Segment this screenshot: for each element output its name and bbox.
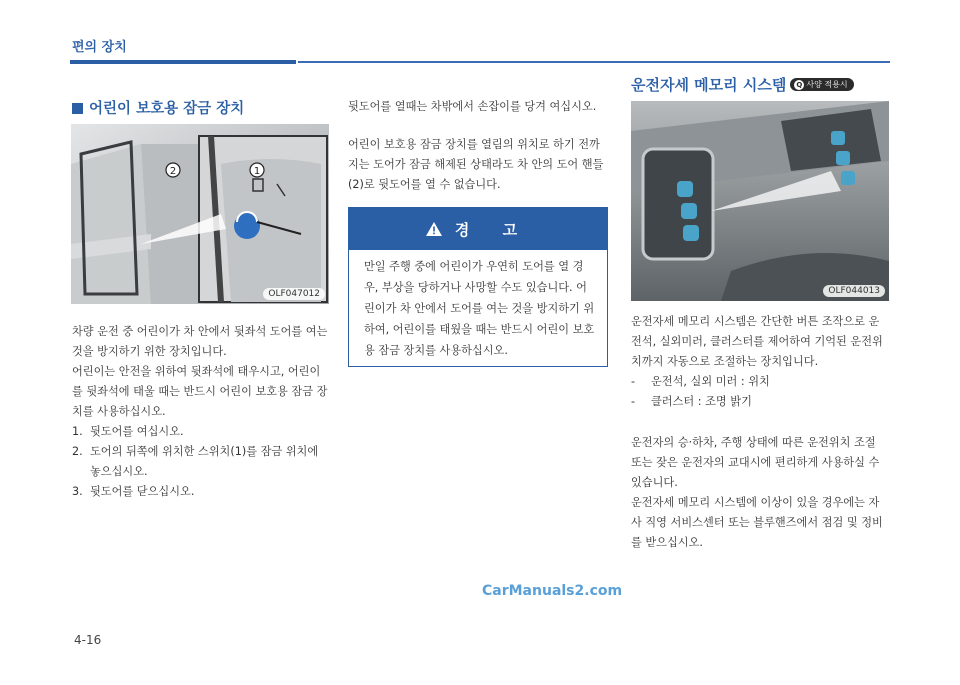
warning-triangle-icon — [425, 221, 443, 237]
warning-text: 만일 주행 중에 어린이가 우연히 도어를 열 경우, 부상을 당하거나 사망할 수도 있습니다. 어린이가 차 안에서 도어를 여는 것을 방지하기 위하여, 어린이를 태웠을 때는 반드시 어린이 보호용 잠금 장치를 사용하십시오. — [364, 260, 595, 357]
option-badge: Q 사양 적용시 — [790, 78, 853, 91]
list-item: - 클러스터 : 조명 밝기 — [631, 395, 752, 408]
paragraph: 어린이는 안전을 위하여 뒷좌석에 태우시고, 어린이를 뒷좌석에 태울 때는 반드시 어린이 보호용 잠금 장치를 사용하십시오. — [72, 365, 328, 418]
section-title: 편의 장치 — [72, 40, 127, 55]
child-lock-text — [72, 322, 330, 502]
header-rule-light — [298, 61, 890, 63]
memory-system-image — [631, 101, 889, 301]
middle-text — [348, 97, 610, 195]
heading-square-icon — [72, 103, 83, 114]
paragraph: 차량 운전 중 어린이가 차 안에서 뒷좌석 도어를 여는 것을 방지하기 위한 장치입니다. — [72, 325, 328, 358]
paragraph: 운전자의 승·하차, 주행 상태에 따른 운전위치 조절 또는 잦은 운전자의 교대시에 편리하게 사용하실 수 있습니다. — [631, 436, 880, 489]
memory-system-text — [631, 312, 889, 553]
page-number: 4-16 — [74, 633, 102, 647]
callout-1: 1 — [253, 166, 261, 177]
door-illustration — [71, 124, 329, 304]
image-code: OLF047012 — [263, 288, 325, 300]
list-item: - 운전석, 실외 미러 : 위치 — [631, 375, 770, 388]
paragraph: 운전자세 메모리 시스템은 간단한 버튼 조작으로 운전석, 실외미러, 클러스터를 제어하여 기억된 운전위치까지 자동으로 조절하는 장치입니다. — [631, 315, 883, 368]
child-lock-image — [71, 124, 329, 304]
warning-box — [348, 207, 608, 367]
warning-header — [349, 208, 607, 250]
warning-title: 경 고 — [454, 220, 532, 239]
list-item: 1. 뒷도어를 여십시오. — [72, 425, 184, 438]
child-lock-heading: 어린이 보호용 잠금 장치 — [72, 97, 244, 118]
image-code: OLF044013 — [823, 285, 885, 297]
watermark-link[interactable]: CarManuals2.com — [482, 583, 623, 599]
list-item: 3. 뒷도어를 닫으십시오. — [72, 485, 195, 498]
paragraph: 뒷도어를 열때는 차밖에서 손잡이를 당겨 여십시오. — [348, 100, 597, 113]
callout-2: 2 — [169, 166, 177, 177]
list-item: 2. 도어의 뒤쪽에 위치한 스위치(1)를 잠금 위치에 놓으십시오. — [72, 445, 319, 478]
header-rule-dark — [70, 60, 296, 64]
memory-system-heading: 운전자세 메모리 시스템 Q 사양 적용시 — [631, 74, 854, 95]
door-panel-illustration — [631, 101, 889, 301]
paragraph: 어린이 보호용 잠금 장치를 열림의 위치로 하기 전까지는 도어가 잠금 해제된 상태라도 차 안의 도어 핸들(2)로 뒷도어를 열 수 없습니다. — [348, 138, 604, 191]
paragraph: 운전자세 메모리 시스템에 이상이 있을 경우에는 자사 직영 서비스센터 또는 블루핸즈에서 점검 및 정비를 받으십시오. — [631, 496, 883, 549]
